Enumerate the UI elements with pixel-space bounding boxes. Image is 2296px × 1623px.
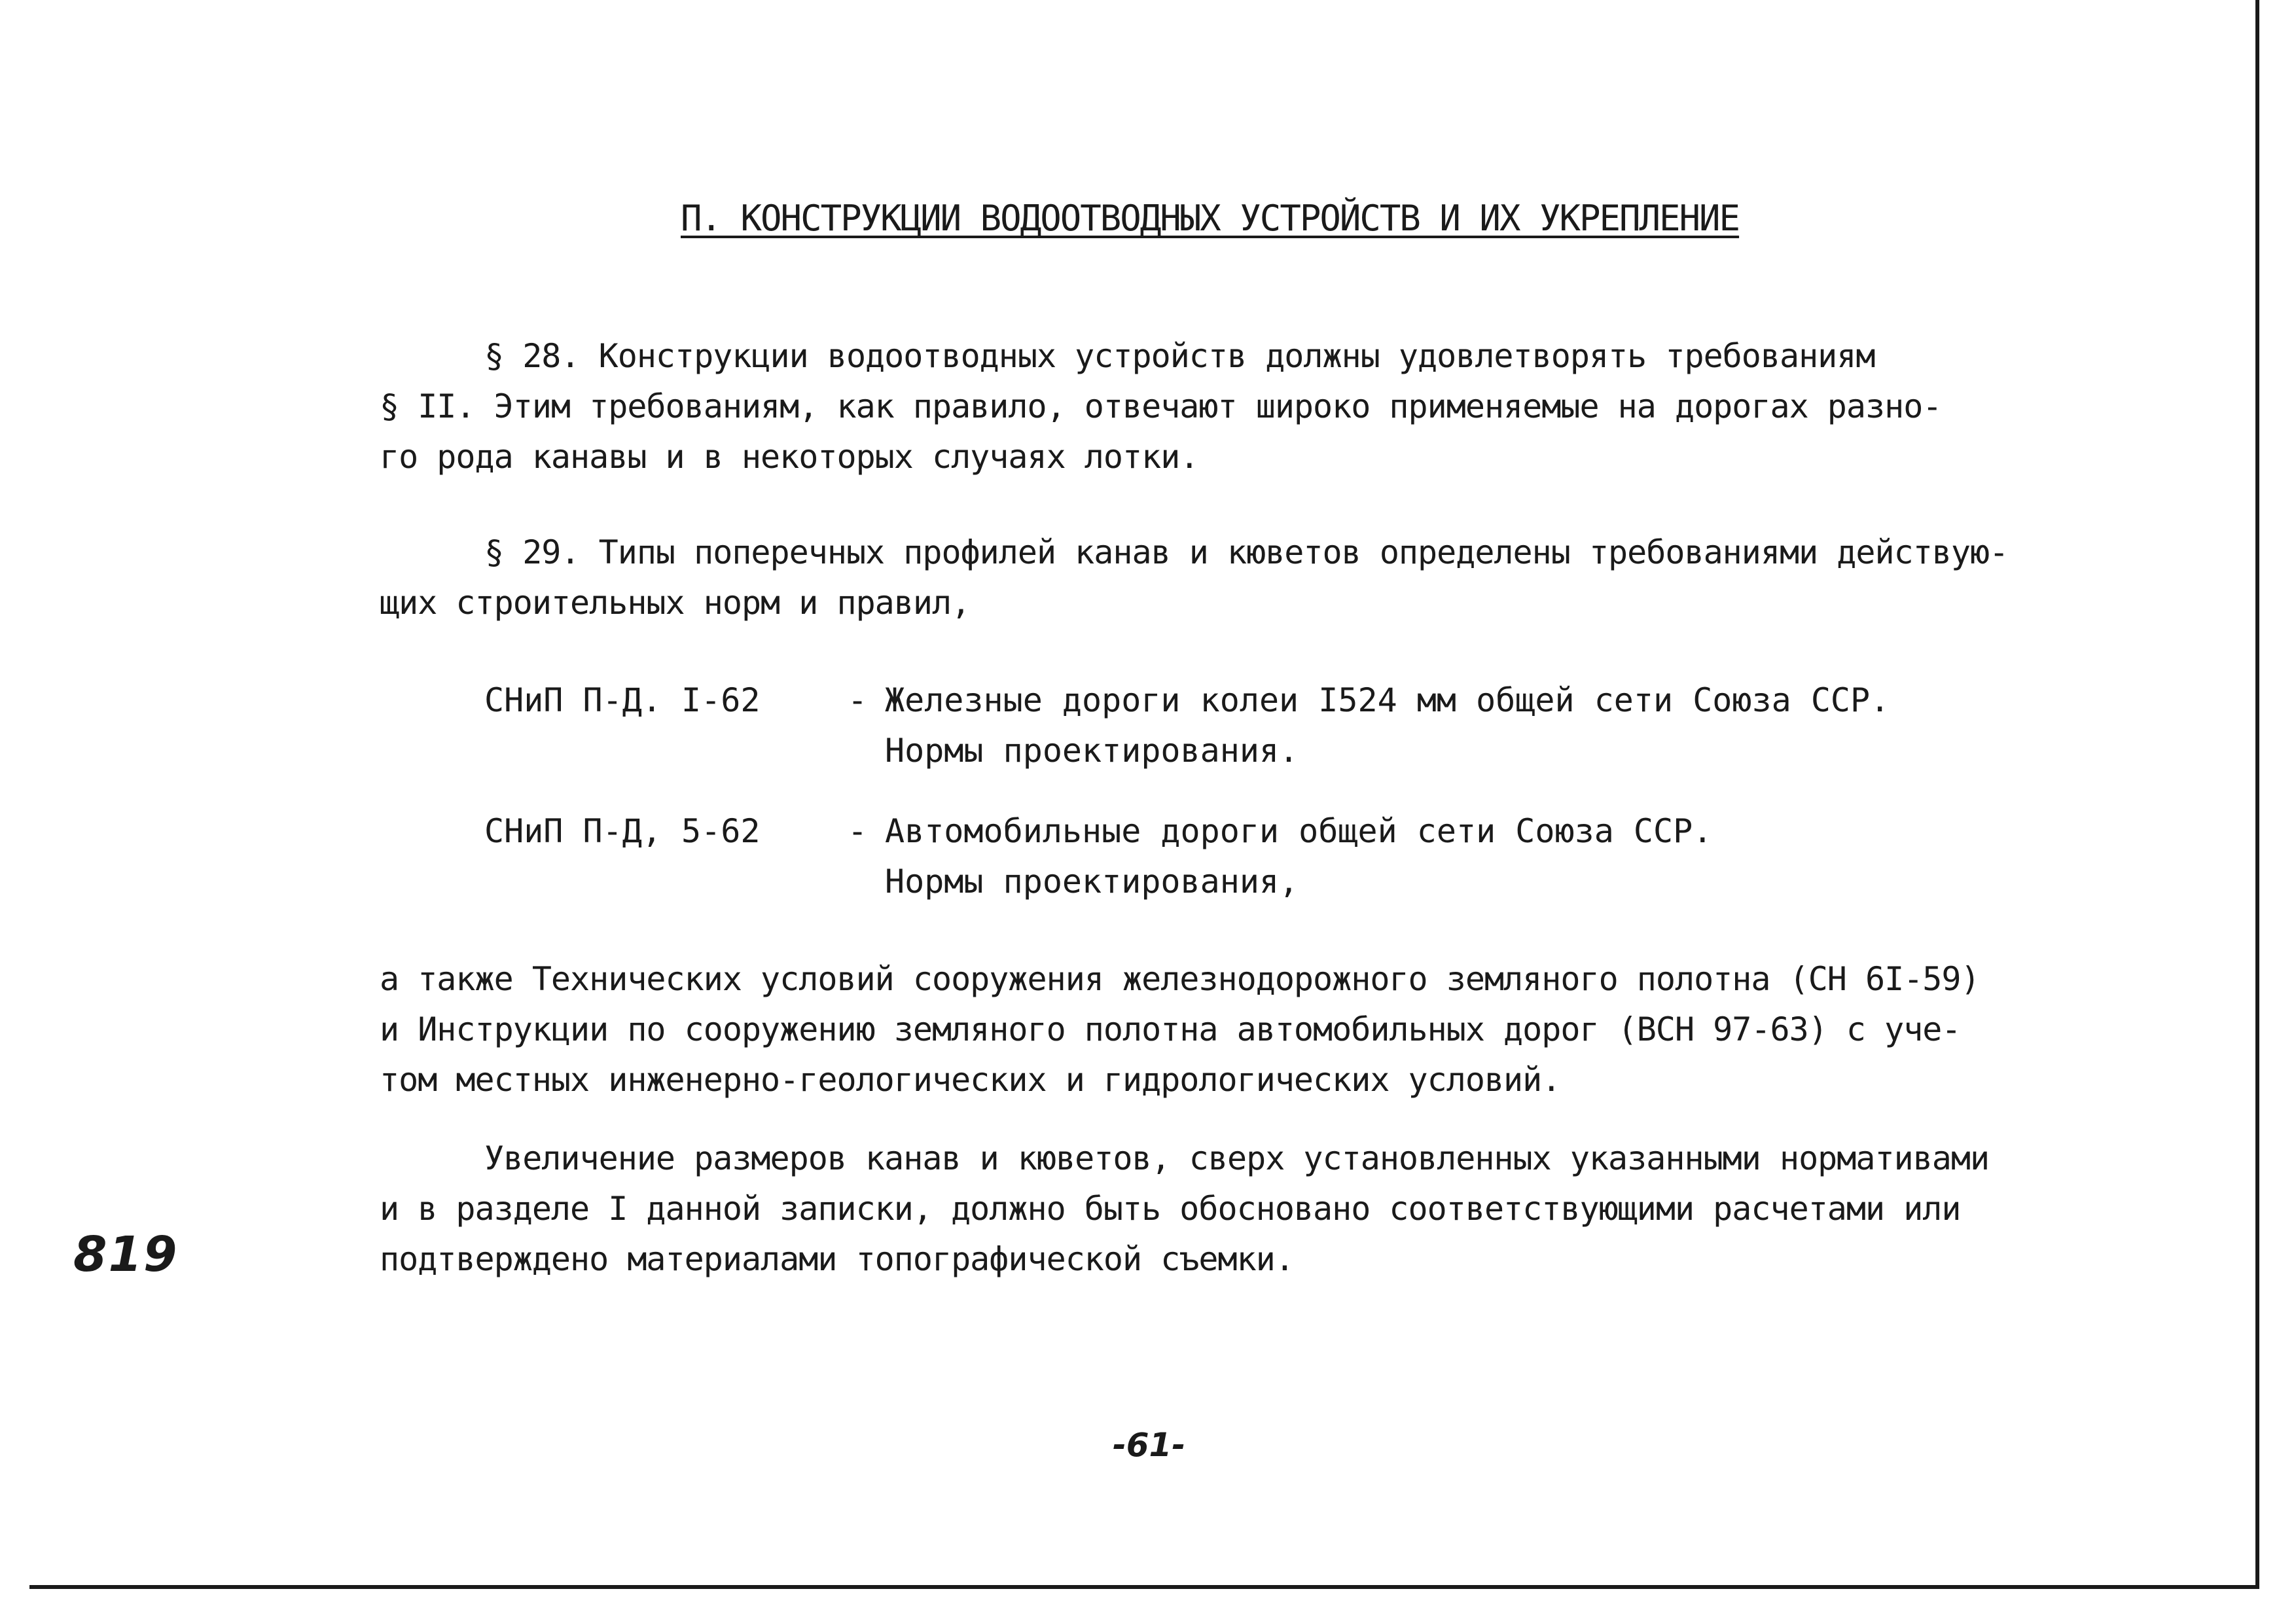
paragraph-29: [380, 527, 2008, 628]
frame-border-right: [2255, 0, 2259, 1589]
paragraph-line: § 29. Типы поперечных профилей канав и кюветов определены требованиями действую-: [484, 533, 2009, 571]
reference-line: Нормы проектирования.: [885, 732, 1299, 770]
page-number: -61-: [1113, 1426, 1186, 1464]
paragraph-line: § 28. Конструкции водоотводных устройств должны удовлетворять требованиям: [484, 337, 1875, 375]
reference-line: Железные дороги колеи I524 мм общей сети Союза ССР.: [885, 681, 1890, 719]
paragraph-line: § II. Этим требованиям, как правило, отвечают широко применяемые на дорогах разно-: [380, 387, 1942, 425]
paragraph-28: [380, 331, 1941, 482]
reference-dash: -: [848, 681, 868, 719]
paragraph-line: том местных инженерно-геологических и гидрологических условий.: [380, 1061, 1561, 1099]
paragraph-also: [380, 954, 1980, 1105]
paragraph-line: го рода канавы и в некоторых случаях лотки.: [380, 438, 1199, 476]
paragraph-line: Увеличение размеров канав и кюветов, сверх установленных указанными нормативами: [484, 1139, 1990, 1177]
reference-line: Нормы проектирования,: [885, 863, 1299, 901]
margin-sheet-number: 819: [73, 1226, 179, 1283]
reference-code: СНиП П-Д, 5-62: [484, 812, 761, 850]
paragraph-line: а также Технических условий сооружения железнодорожного земляного полотна (СН 6I-59): [380, 960, 1980, 998]
reference-line: Автомобильные дороги общей сети Союза ССР.: [885, 812, 1713, 850]
paragraph-line: щих строительных норм и правил,: [380, 584, 971, 622]
paragraph-line: и в разделе I данной записки, должно быть обосновано соответствующими расчетами или: [380, 1190, 1961, 1228]
section-heading: П. КОНСТРУКЦИИ ВОДООТВОДНЫХ УСТРОЙСТВ И ИХ УКРЕПЛЕНИЕ: [681, 198, 1740, 239]
frame-border-bottom: [29, 1585, 2259, 1589]
paragraph-increase: [380, 1133, 1989, 1285]
reference-description: [885, 675, 1890, 776]
reference-dash: -: [848, 812, 868, 850]
reference-code: СНиП П-Д. I-62: [484, 681, 761, 719]
paragraph-line: подтверждено материалами топографической съемки.: [380, 1240, 1294, 1278]
paragraph-line: и Инструкции по сооружению земляного полотна автомобильных дорог (ВСН 97-63) с уче-: [380, 1010, 1961, 1048]
reference-description: [885, 806, 1712, 907]
